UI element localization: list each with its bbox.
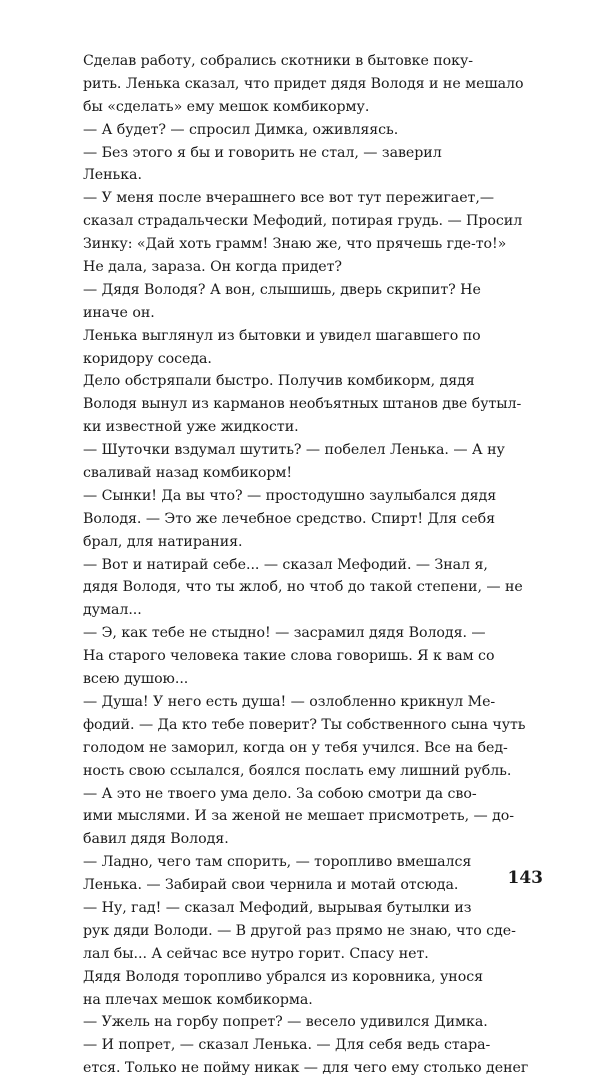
- text-line: иначе он.: [83, 304, 155, 321]
- text-line: — И попрет, — сказал Ленька. — Для себя ведь стара-: [83, 1037, 491, 1054]
- text-line: ими мыслями. И за женой не мешает присмотреть, — до-: [83, 808, 515, 825]
- text-line: сваливай назад комбикорм!: [83, 465, 293, 482]
- text-line: брал, для натирания.: [83, 533, 243, 550]
- text-line: голодом не заморил, когда он у тебя учился. Все на бед-: [83, 739, 508, 756]
- text-line: думал...: [83, 602, 142, 619]
- text-line: фодий. — Да кто тебе поверит? Ты собственного сына чуть: [83, 716, 526, 733]
- body-text: [83, 50, 543, 1080]
- text-line: Зинку: «Дай хоть грамм! Знаю же, что прячешь где-то!»: [83, 236, 507, 253]
- text-line: — Сынки! Да вы что? — простодушно заулыбался дядя: [83, 487, 497, 504]
- text-line: коридору соседа.: [83, 350, 212, 367]
- text-line: ность свою ссылался, боялся послать ему лишний рубль.: [83, 762, 512, 779]
- text-line: Дядя Володя торопливо убрался из коровника, унося: [83, 968, 483, 985]
- text-line: всею душою...: [83, 671, 189, 688]
- text-line: — А это не твоего ума дело. За собою смотри да сво-: [83, 785, 477, 802]
- text-line: — Ладно, чего там спорить, — торопливо вмешался: [83, 854, 472, 871]
- text-line: — Ужель на горбу попрет? — весело удивился Димка.: [83, 1014, 488, 1031]
- text-line: Дело обстряпали быстро. Получив комбикорм, дядя: [83, 373, 475, 390]
- text-line: — Ну, гад! — сказал Мефодий, вырывая бутылки из: [83, 899, 472, 916]
- text-line: Ленька.: [83, 167, 142, 184]
- text-line: на плечах мешок комбикорма.: [83, 991, 313, 1008]
- text-line: На старого человека такие слова говоришь. Я к вам со: [83, 648, 495, 665]
- text-line: рук дяди Володи. — В другой раз прямо не знаю, что сде-: [83, 922, 516, 939]
- text-line: — Душа! У него есть душа! — озлобленно крикнул Ме-: [83, 693, 496, 710]
- text-line: Сделав работу, собрались скотники в бытовке поку-: [83, 53, 473, 69]
- text-line: — У меня после вчерашнего все вот тут пережигает,—: [83, 190, 494, 207]
- page-number: 143: [507, 868, 543, 888]
- text-line: бавил дядя Володя.: [83, 831, 229, 848]
- text-line: — Без этого я бы и говорить не стал, — заверил: [83, 144, 442, 161]
- text-line: — Шуточки вздумал шутить? — побелел Ленька. — А ну: [83, 442, 505, 459]
- text-line: бы «сделать» ему мешок комбикорму.: [83, 98, 370, 115]
- text-line: дядя Володя, что ты жлоб, но чтоб до такой степени, — не: [83, 579, 523, 596]
- text-line: Володя вынул из карманов необъятных штанов две бутыл-: [83, 396, 522, 413]
- text-line: Володя. — Это же лечебное средство. Спирт! Для себя: [83, 510, 495, 527]
- text-line: ется. Только не пойму никак — для чего ему столько денег: [83, 1060, 529, 1077]
- text-line: — Э, как тебе не стыдно! — засрамил дядя Володя. —: [83, 625, 486, 642]
- text-line: рить. Ленька сказал, что придет дядя Володя и не мешало: [83, 75, 524, 92]
- text-line: сказал страдальчески Мефодий, потирая грудь. — Просил: [83, 213, 523, 230]
- text-line: ки известной уже жидкости.: [83, 419, 299, 436]
- text-line: — Дядя Володя? А вон, слышишь, дверь скрипит? Не: [83, 281, 481, 298]
- text-line: — Вот и натирай себе... — сказал Мефодий. — Знал я,: [83, 556, 488, 573]
- text-line: Ленька выглянул из бытовки и увидел шагавшего по: [83, 327, 481, 344]
- text-line: Не дала, зараза. Он когда придет?: [83, 259, 342, 276]
- text-line: Ленька. — Забирай свои чернила и мотай отсюда.: [83, 877, 459, 894]
- text-line: — А будет? — спросил Димка, оживляясь.: [83, 121, 399, 138]
- text-line: лал бы... А сейчас все нутро горит. Спасу нет.: [83, 945, 429, 962]
